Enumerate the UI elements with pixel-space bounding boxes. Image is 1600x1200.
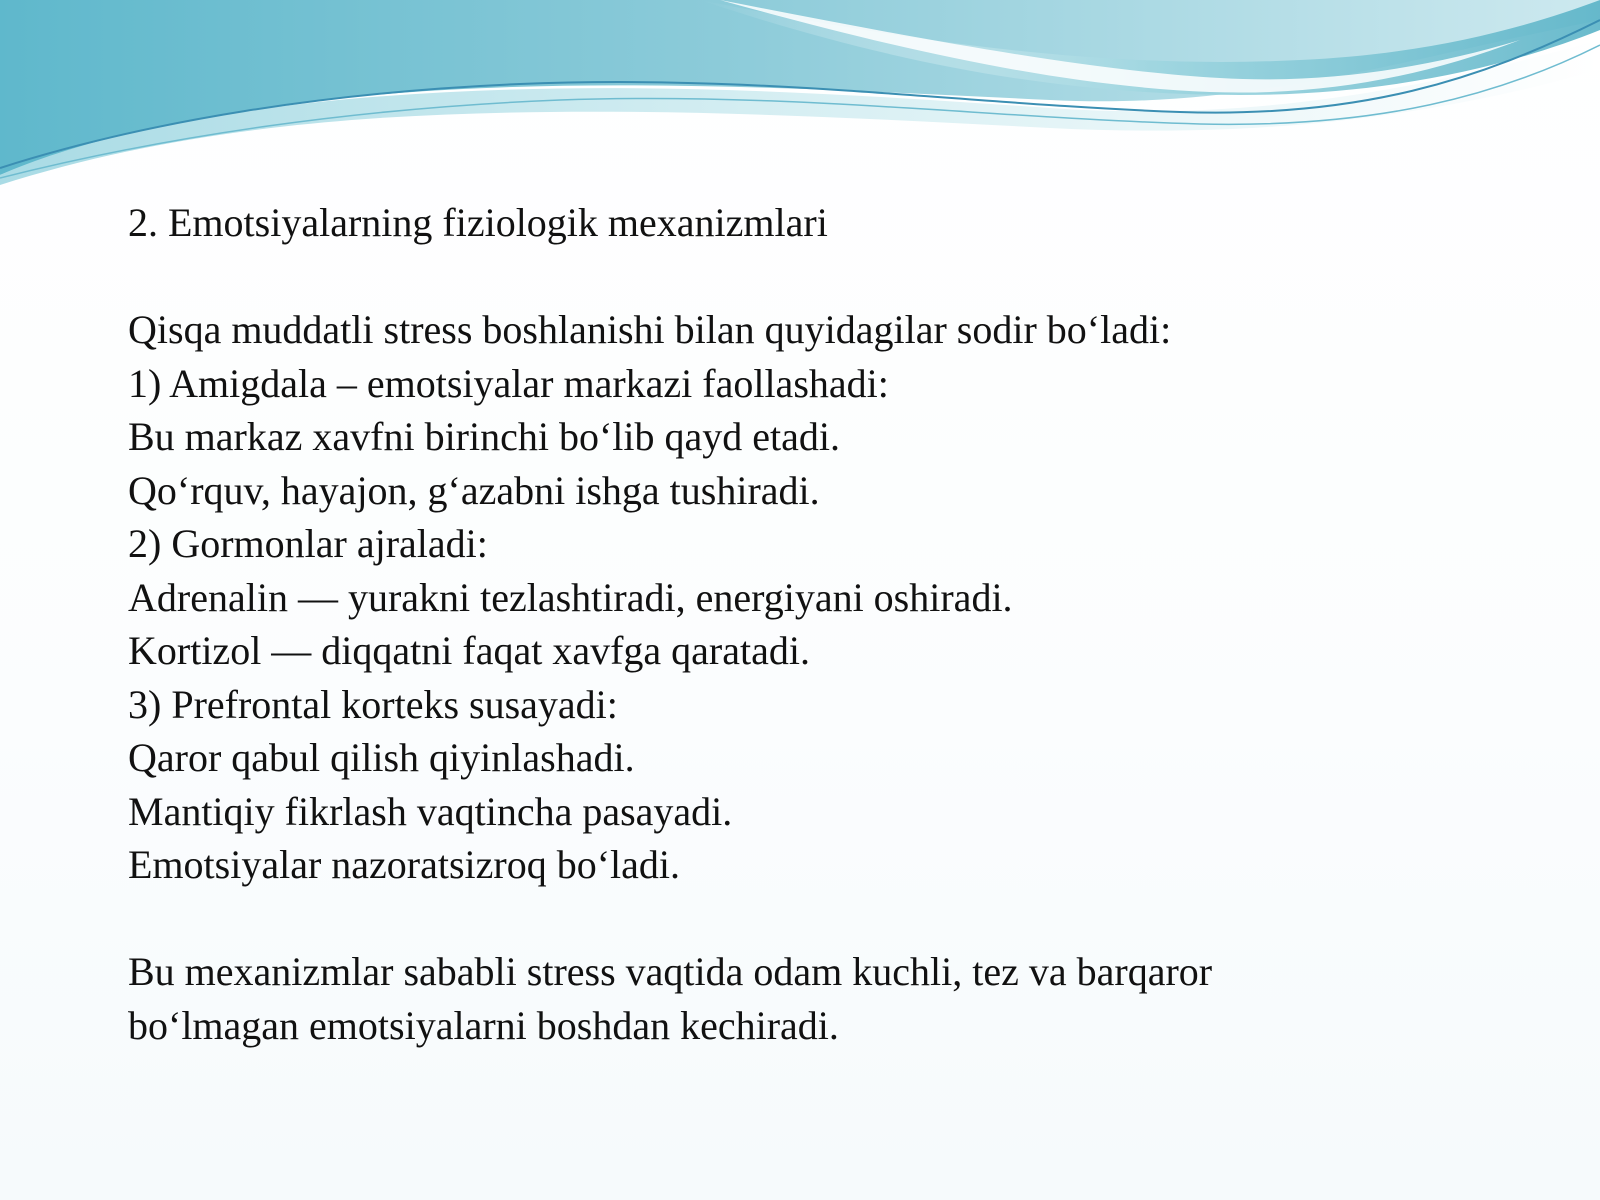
section-heading-3: 3) Prefrontal korteks susayadi: xyxy=(128,681,618,727)
section-3-line-3: Emotsiyalar nazoratsizroq bo‘ladi. xyxy=(128,842,681,887)
section-1-line-2: Qo‘rquv, hayajon, g‘azabni ishga tushiradi. xyxy=(128,467,820,513)
section-2-line-1: Adrenalin — yurakni tezlashtiradi, energiyani oshiradi. xyxy=(128,574,1013,620)
intro-text: Qisqa muddatli stress boshlanishi bilan quyidagilar sodir bo‘ladi: xyxy=(128,307,1172,352)
conclusion-line-1: Bu mexanizmlar sababli stress vaqtida odam kuchli, tez va barqaror xyxy=(128,949,1213,994)
slide-title: 2. Emotsiyalarning fiziologik mexanizmlari xyxy=(128,200,828,245)
section-1-line-1: Bu markaz xavfni birinchi bo‘lib qayd etadi. xyxy=(128,414,841,459)
conclusion-line-2: bo‘lmagan emotsiyalarni boshdan kechiradi. xyxy=(128,1002,839,1048)
section-heading-2: 2) Gormonlar ajraladi: xyxy=(128,521,488,566)
section-heading-1: 1) Amigdala – emotsiyalar markazi faollashadi: xyxy=(128,360,889,406)
spacer xyxy=(128,250,1508,304)
spacer xyxy=(128,892,1508,946)
section-3-line-2: Mantiqiy fikrlash vaqtincha pasayadi. xyxy=(128,788,733,834)
slide-body xyxy=(128,196,1508,1052)
wave-header-decoration xyxy=(0,0,1600,200)
section-3-line-1: Qaror qabul qilish qiyinlashadi. xyxy=(128,735,635,780)
section-2-line-2: Kortizol — diqqatni faqat xavfga qaratadi. xyxy=(128,628,810,673)
